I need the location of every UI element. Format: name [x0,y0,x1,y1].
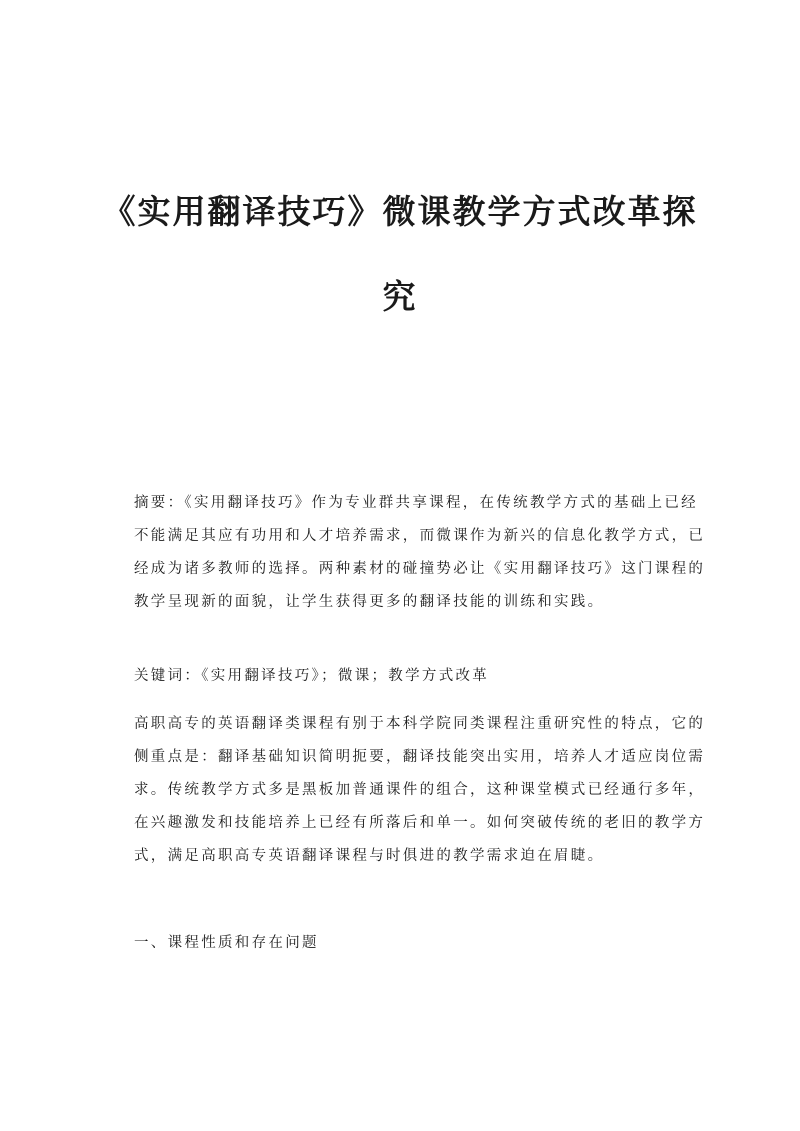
keywords-paragraph [134,660,672,693]
document-title-line-1: 《实用翻译技巧》微课教学方式改革探 [102,192,698,231]
keywords-line: 关键词：《实用翻译技巧》；微课；教学方式改革 [134,668,490,684]
intro-line: 在兴趣激发和技能培养上已经有所落后和单一。如何突破传统的老旧的教学方 [134,815,706,831]
intro-line: 求。传统教学方式多是黑板加普通课件的组合，这种课堂模式已经通行多年， [134,782,706,798]
abstract-paragraph [134,487,706,619]
intro-line: 式，满足高职高专英语翻译课程与时俱进的教学需求迫在眉睫。 [134,848,605,864]
intro-line: 高职高专的英语翻译类课程有别于本科学院同类课程注重研究性的特点，它的 [134,716,706,732]
abstract-line: 经成为诸多教师的选择。两种素材的碰撞势必让《实用翻译技巧》这门课程的 [134,561,706,577]
section-heading-text: 一、课程性质和存在问题 [134,935,319,951]
abstract-line: 不能满足其应有功用和人才培养需求，而微课作为新兴的信息化教学方式，已 [134,528,706,544]
document-title-line-2: 究 [382,277,418,316]
section-heading [134,927,672,960]
intro-line: 侧重点是：翻译基础知识简明扼要，翻译技能突出实用，培养人才适应岗位需 [134,749,706,765]
abstract-line: 教学呈现新的面貌，让学生获得更多的翻译技能的训练和实践。 [134,594,605,610]
intro-paragraph [134,708,706,873]
abstract-line: 摘要：《实用翻译技巧》作为专业群共享课程，在传统教学方式的基础上已经 [134,495,698,511]
